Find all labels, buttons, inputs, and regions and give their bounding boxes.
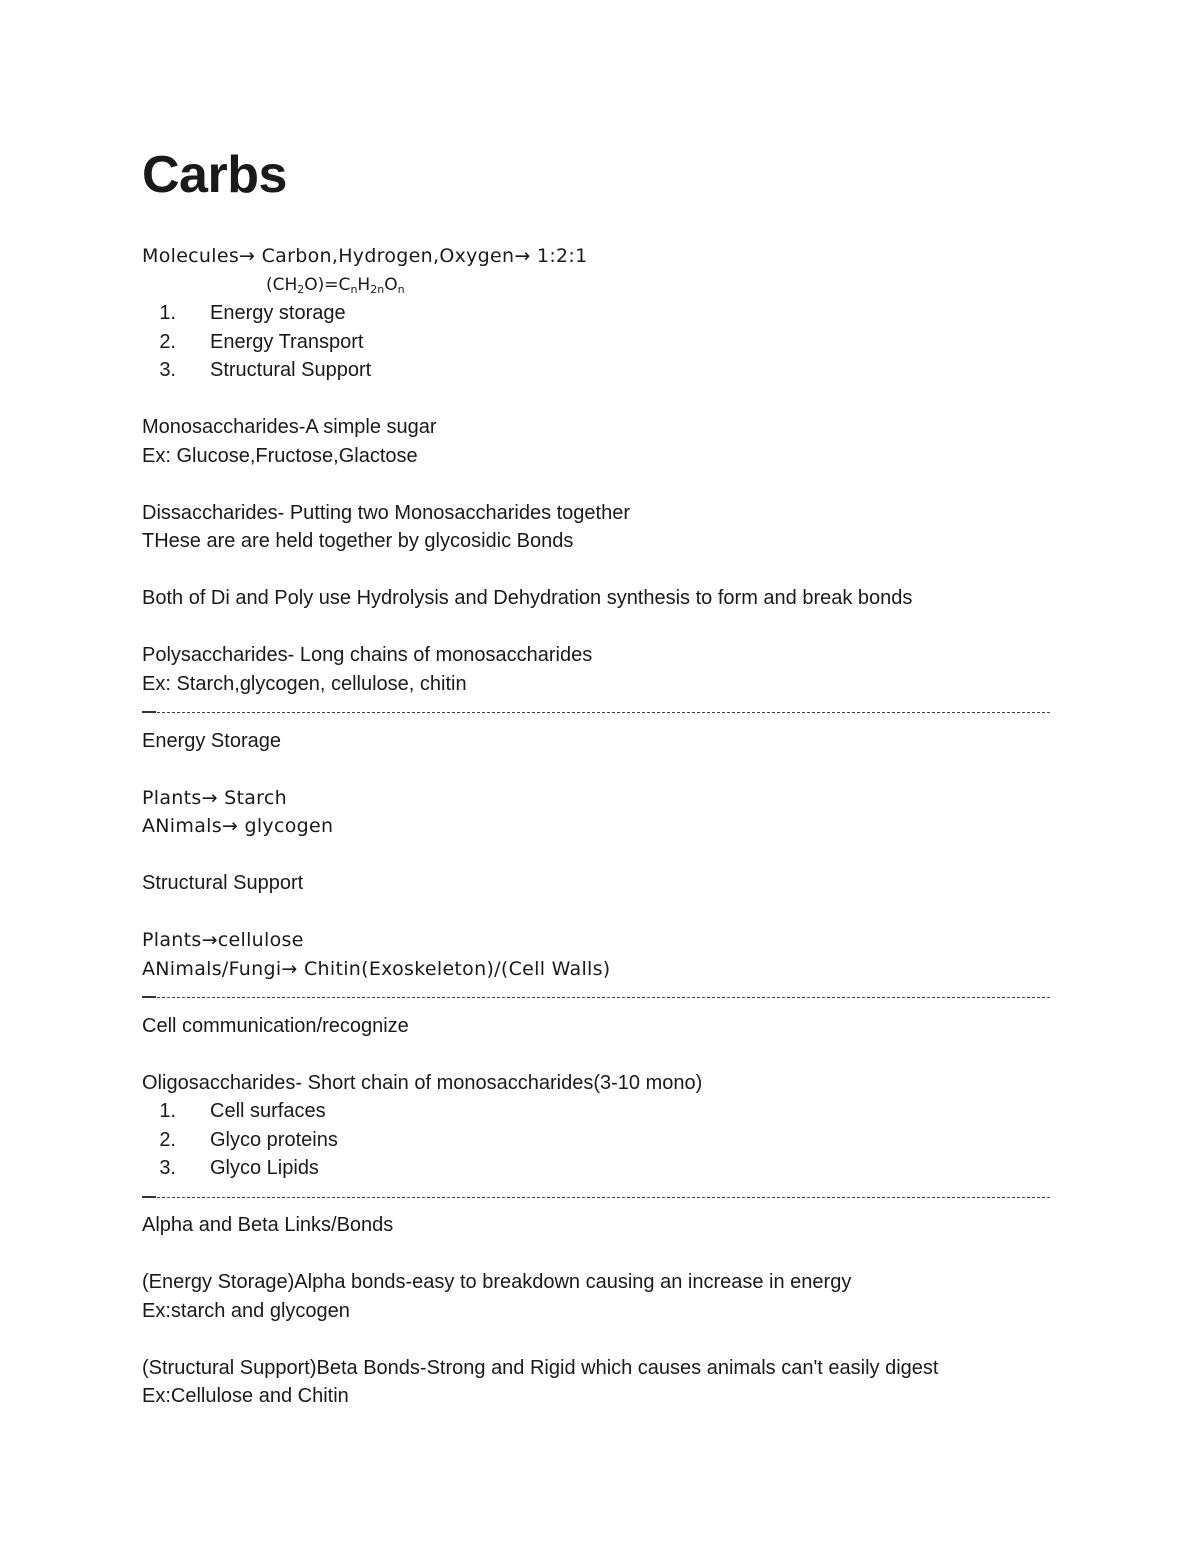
carb-formula: $(CH_2O)=C_nH_{2n}O_n$ xyxy=(266,274,405,296)
polysaccharides-examples: Ex: Starch,glycogen, cellulose, chitin xyxy=(142,672,467,695)
monosaccharides-examples: Ex: Glucose,Fructose,Glactose xyxy=(142,444,418,467)
molecules-line: Molecules→ Carbon,Hydrogen,Oxygen→ 1:2:1 xyxy=(142,245,588,267)
oligosaccharides-definition: Oligosaccharides- Short chain of monosaccharides(3-10 mono) xyxy=(142,1071,703,1094)
section-divider xyxy=(142,1183,1050,1212)
energy-storage-heading: Energy Storage xyxy=(142,729,281,752)
page-title: Carbs xyxy=(142,146,287,204)
animals-glycogen-line: ANimals→ glycogen xyxy=(142,815,334,837)
list-item: 1. Cell surfaces xyxy=(159,1100,326,1122)
animals-chitin-line: ANimals/Fungi→ Chitin(Exoskeleton)/(Cell Walls) xyxy=(142,957,611,980)
oligosaccharides-list xyxy=(142,1097,1062,1183)
hydrolysis-note: Both of Di and Poly use Hydrolysis and Dehydration synthesis to form and break bonds xyxy=(142,587,913,609)
structural-support-heading: Structural Support xyxy=(142,872,304,894)
disaccharides-definition: Dissaccharides- Putting two Monosaccharides together xyxy=(142,501,631,524)
section-divider xyxy=(142,698,1050,727)
list-item: 3. Glyco Lipids xyxy=(159,1157,319,1179)
list-item: 1. Energy storage xyxy=(159,302,346,324)
beta-bonds-line: (Structural Support)Beta Bonds-Strong and Rigid which causes animals can't easily digest xyxy=(142,1356,939,1379)
section-divider xyxy=(142,983,1050,1012)
functions-list xyxy=(142,299,1062,385)
plants-cellulose-line: Plants→cellulose xyxy=(142,929,304,951)
cell-communication-heading: Cell communication/recognize xyxy=(142,1014,409,1037)
list-item: 2. Energy Transport xyxy=(159,330,364,353)
list-item: 2. Glyco proteins xyxy=(159,1128,338,1151)
monosaccharides-definition: Monosaccharides-A simple sugar xyxy=(142,416,437,438)
polysaccharides-definition: Polysaccharides- Long chains of monosaccharides xyxy=(142,644,593,666)
alpha-bonds-example: Ex:starch and glycogen xyxy=(142,1299,350,1322)
alpha-bonds-line: (Energy Storage)Alpha bonds-easy to breakdown causing an increase in energy xyxy=(142,1271,852,1293)
glycosidic-bonds-note: THese are are held together by glycosidic Bonds xyxy=(142,530,574,552)
beta-bonds-example: Ex:Cellulose and Chitin xyxy=(142,1385,349,1407)
plants-starch-line: Plants→ Starch xyxy=(142,786,287,809)
bonds-heading: Alpha and Beta Links/Bonds xyxy=(142,1214,394,1236)
list-item: 3. Structural Support xyxy=(159,359,372,381)
document-page xyxy=(142,140,1062,1411)
